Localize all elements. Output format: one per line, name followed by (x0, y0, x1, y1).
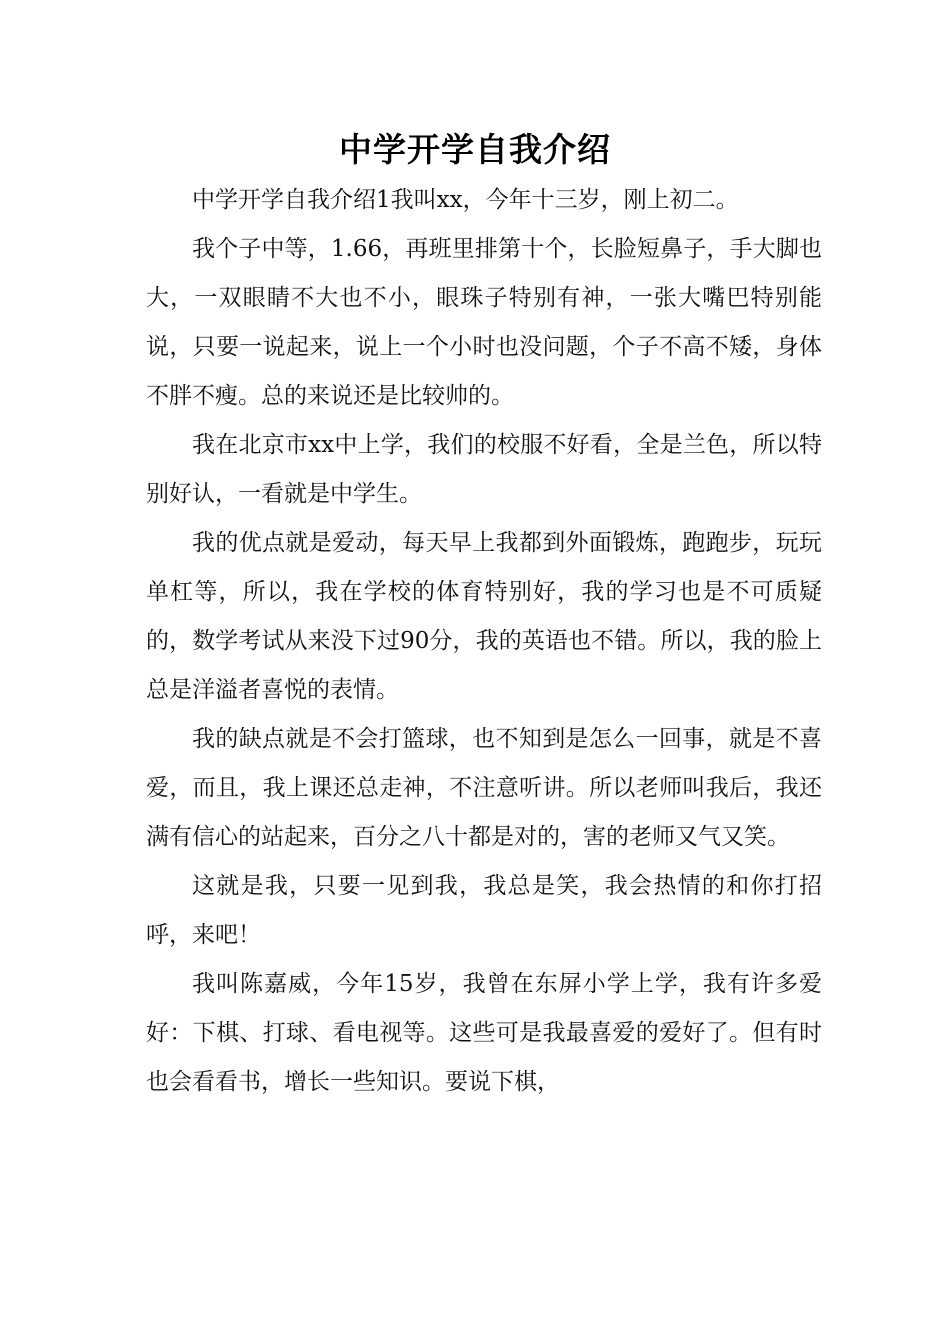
paragraph: 我个子中等，1.66，再班里排第十个，长脸短鼻子，手大脚也大，一双眼睛不大也不小，眼珠子特别有神，一张大嘴巴特别能说，只要一说起来，说上一个小时也没问题，个子不高不矮，身体不胖不瘦。总的来说还是比较帅的。 (146, 236, 822, 409)
paragraph: 我的缺点就是不会打篮球，也不知到是怎么一回事，就是不喜爱，而且，我上课还总走神，不注意听讲。所以老师叫我后，我还满有信心的站起来，百分之八十都是对的，害的老师又气又笑。 (146, 726, 822, 850)
paragraph: 我叫陈嘉威，今年15岁，我曾在东屏小学上学，我有许多爱好：下棋、打球、看电视等。这些可是我最喜爱的爱好了。但有时也会看看书，增长一些知识。要说下棋， (146, 971, 822, 1095)
paragraph: 这就是我，只要一见到我，我总是笑，我会热情的和你打招呼，来吧！ (146, 873, 822, 948)
document-title: 中学开学自我介绍 (339, 130, 611, 169)
paragraph: 中学开学自我介绍1我叫xx，今年十三岁，刚上初二。 (192, 187, 739, 213)
document-body (146, 176, 822, 1107)
paragraph: 我的优点就是爱动，每天早上我都到外面锻炼，跑跑步，玩玩单杠等，所以，我在学校的体育特别好，我的学习也是不可质疑的，数学考试从来没下过90分，我的英语也不错。所以，我的脸上总是洋溢者喜悦的表情。 (146, 530, 822, 703)
paragraph: 我在北京市xx中上学，我们的校服不好看，全是兰色，所以特别好认，一看就是中学生。 (146, 432, 822, 507)
